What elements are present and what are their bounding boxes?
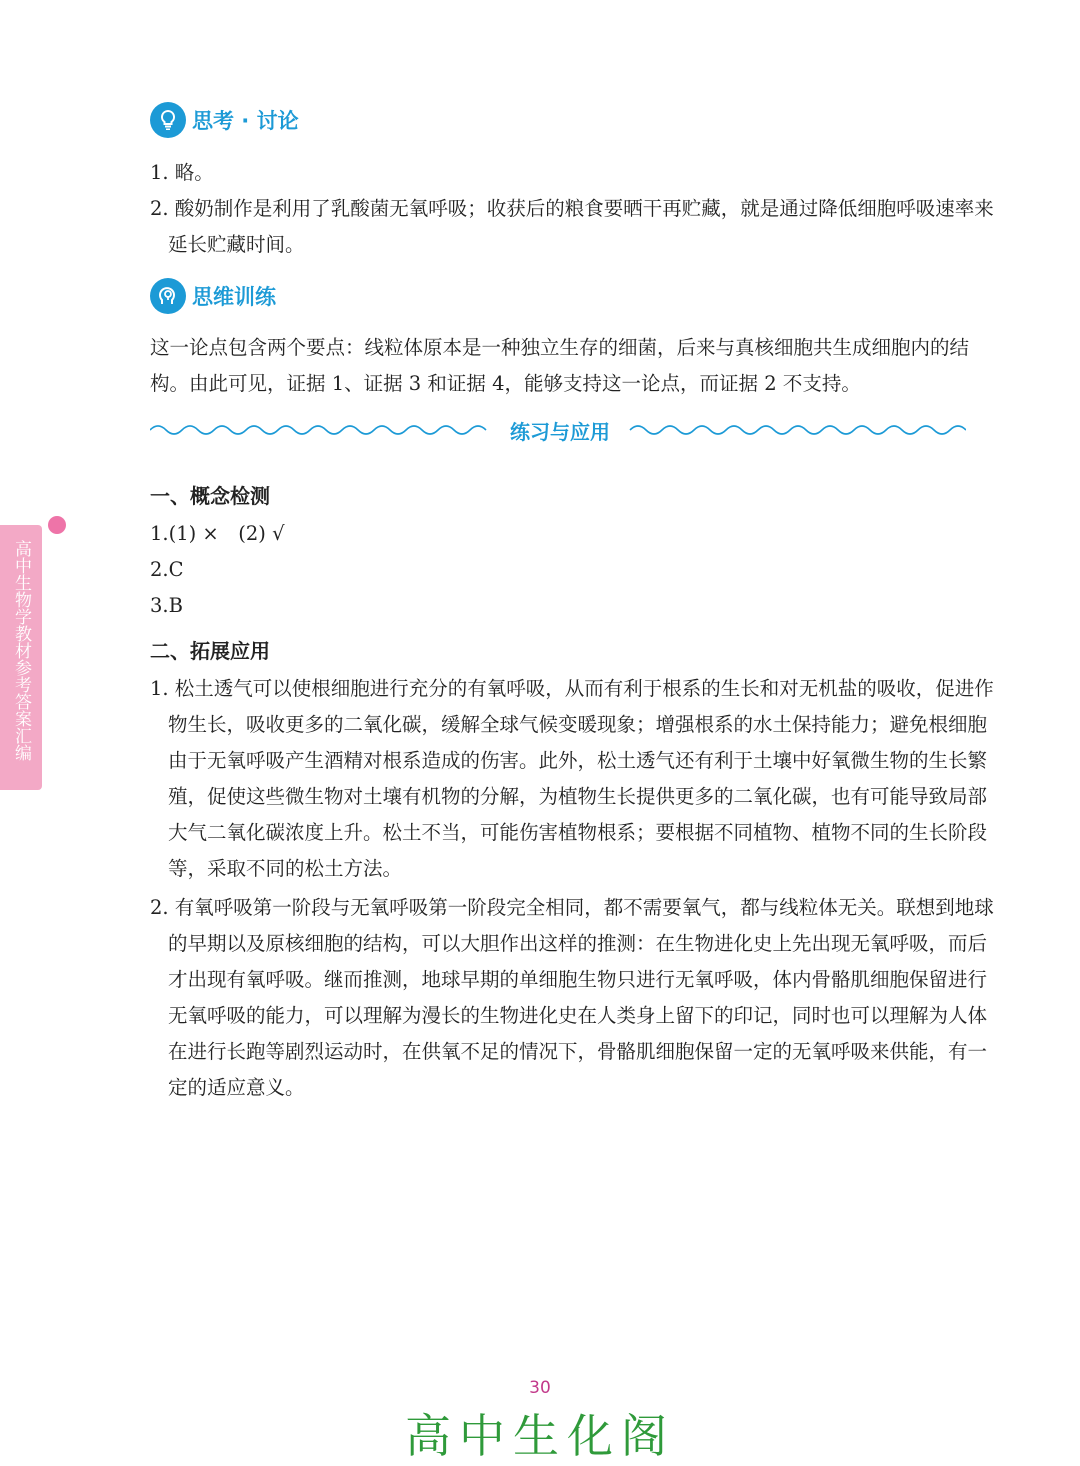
answer-item: 2. 有氧呼吸第一阶段与无氧呼吸第一阶段完全相同，都不需要氧气，都与线粒体无关。联想到地球的早期以及原核细胞的结构，可以大胆作出这样的推测：在生物进化史上先出现无氧呼吸，而后才出现有氧呼吸。继而推测，地球早期的单细胞生物只进行无氧呼吸，体内骨骼肌细胞保留进行无氧呼吸的能力，可以理解为漫长的生物进化史在人类身上留下的印记，同时也可以理解为人体在进行长跑等剧烈运动时，在供氧不足的情况下，骨骼肌细胞保留一定的无氧呼吸来供能，有一定的适应意义。 xyxy=(150,896,994,1099)
answer-item: 3.B xyxy=(150,594,183,617)
section-title: 思考 · 讨论 xyxy=(192,109,299,133)
paragraph: 这一论点包含两个要点：线粒体原本是一种独立生存的细菌，后来与真核细胞共生成细胞内的结构。由此可见，证据 1、证据 3 和证据 4，能够支持这一论点，而证据 2 不支持。 xyxy=(150,336,970,395)
section-heading-discussion xyxy=(150,102,299,138)
practice-title: 练习与应用 xyxy=(510,420,610,444)
page-number: 30 xyxy=(529,1378,551,1398)
section-heading-thinking xyxy=(150,278,276,314)
watermark: 高中生化阁 xyxy=(405,1409,675,1463)
subheading: 一、概念检测 xyxy=(150,484,270,508)
list-item: 1. 略。 xyxy=(150,161,214,184)
section-title: 思维训练 xyxy=(192,285,276,309)
subheading: 二、拓展应用 xyxy=(150,639,270,663)
answer-item: 1. 松土透气可以使根细胞进行充分的有氧呼吸，从而有利于根系的生长和对无机盐的吸收，促进作物生长，吸收更多的二氧化碳，缓解全球气候变暖现象；增强根系的水土保持能力；避免根细胞由于无氧呼吸产生酒精对根系造成的伤害。此外，松土透气还有利于土壤中好氧微生物的生长繁殖，促使这些微生物对土壤有机物的分解，为植物生长提供更多的二氧化碳，也有可能导致局部大气二氧化碳浓度上升。松土不当，可能伤害植物根系；要根据不同植物、植物不同的生长阶段等，采取不同的松土方法。 xyxy=(150,677,994,880)
lightbulb-icon xyxy=(150,102,186,138)
head-lightbulb-icon xyxy=(150,278,186,314)
side-dot xyxy=(48,516,66,534)
list-item: 2. 酸奶制作是利用了乳酸菌无氧呼吸；收获后的粮食要晒干再贮藏，就是通过降低细胞呼吸速率来延长贮藏时间。 xyxy=(150,197,994,256)
answer-item: 2.C xyxy=(150,558,184,581)
side-tab-label: 高中生物学教材参考答案汇编 xyxy=(11,540,31,761)
answer-item: 1.(1) × (2) √ xyxy=(150,522,285,545)
